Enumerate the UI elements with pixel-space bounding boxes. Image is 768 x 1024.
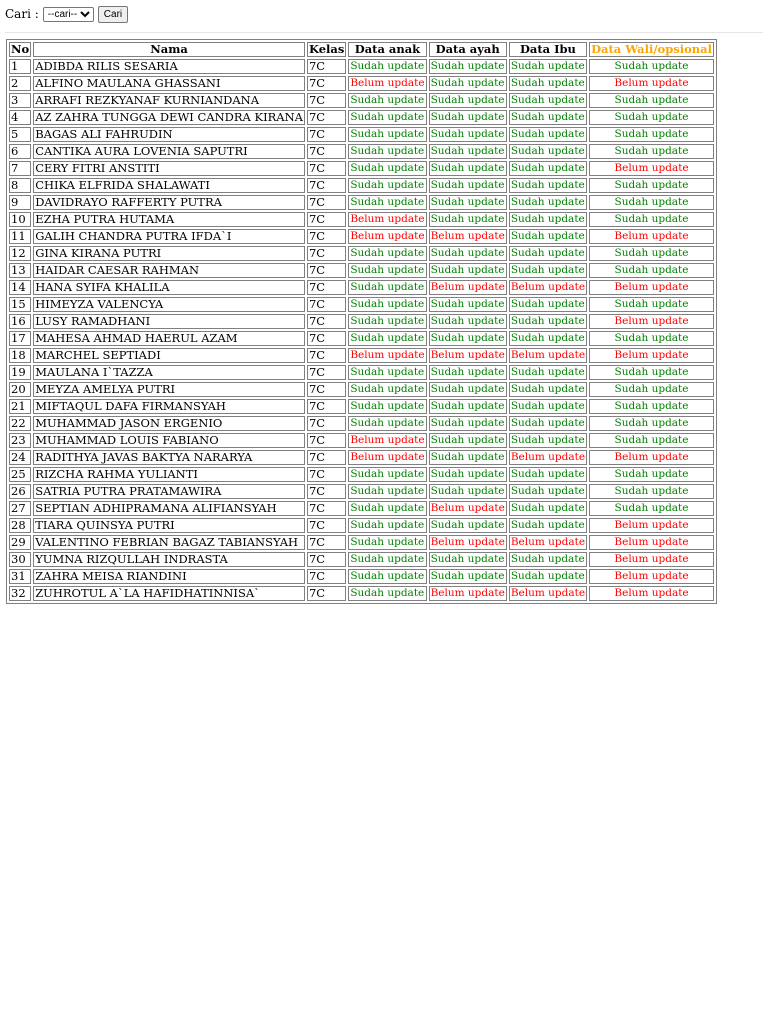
cell-data-anak: Sudah update: [348, 195, 426, 210]
cell-data-ayah: Sudah update: [429, 212, 507, 227]
cell-kelas: 7C: [307, 93, 346, 108]
cell-data-anak: Sudah update: [348, 93, 426, 108]
cell-nama: HIMEYZA VALENCYA: [33, 297, 305, 312]
cell-data-ibu: Sudah update: [509, 365, 587, 380]
cell-no: 23: [9, 433, 31, 448]
cell-data-ayah: Sudah update: [429, 484, 507, 499]
table-row: [9, 535, 714, 550]
table-row: [9, 314, 714, 329]
cell-data-ibu: Sudah update: [509, 110, 587, 125]
cell-nama: HANA SYIFA KHALILA: [33, 280, 305, 295]
cell-data-wali: Belum update: [589, 569, 714, 584]
cell-data-anak: Sudah update: [348, 297, 426, 312]
cell-data-wali: Belum update: [589, 76, 714, 91]
table-row: [9, 450, 714, 465]
cell-nama: RADITHYA JAVAS BAKTYA NARARYA: [33, 450, 305, 465]
cell-data-anak: Sudah update: [348, 178, 426, 193]
table-row: [9, 229, 714, 244]
header-no: No: [11, 42, 30, 56]
cell-data-anak: Sudah update: [348, 331, 426, 346]
cell-data-ibu: Sudah update: [509, 484, 587, 499]
cell-data-ayah: Sudah update: [429, 161, 507, 176]
cell-data-ibu: Sudah update: [509, 144, 587, 159]
cell-kelas: 7C: [307, 399, 346, 414]
cell-data-wali: Belum update: [589, 161, 714, 176]
cell-data-wali: Sudah update: [589, 93, 714, 108]
cell-data-ayah: Sudah update: [429, 127, 507, 142]
cell-data-ibu: Sudah update: [509, 382, 587, 397]
cell-kelas: 7C: [307, 467, 346, 482]
cell-data-anak: Sudah update: [348, 552, 426, 567]
cell-no: 6: [9, 144, 31, 159]
cell-data-ayah: Sudah update: [429, 314, 507, 329]
cell-no: 22: [9, 416, 31, 431]
cell-data-wali: Sudah update: [589, 433, 714, 448]
cell-data-ayah: Sudah update: [429, 144, 507, 159]
cell-data-ayah: Sudah update: [429, 433, 507, 448]
cell-data-ayah: Belum update: [430, 349, 505, 361]
table-row: [9, 365, 714, 380]
table-row: [9, 93, 714, 108]
table-row: [9, 518, 714, 533]
table-row: [9, 280, 714, 295]
cell-data-ayah: Belum update: [430, 230, 505, 242]
cell-nama: CANTIKA AURA LOVENIA SAPUTRI: [33, 144, 305, 159]
cell-data-ayah: Belum update: [430, 536, 505, 548]
cell-kelas: 7C: [307, 535, 346, 550]
cell-data-wali: Sudah update: [589, 144, 714, 159]
cell-no: 20: [9, 382, 31, 397]
cell-no: 4: [9, 110, 31, 125]
cell-nama: SEPTIAN ADHIPRAMANA ALIFIANSYAH: [33, 501, 305, 516]
cell-kelas: 7C: [307, 569, 346, 584]
cell-nama: MUHAMMAD LOUIS FABIANO: [33, 433, 305, 448]
cell-data-anak: Sudah update: [348, 518, 426, 533]
cell-data-anak: Sudah update: [348, 365, 426, 380]
cell-data-ibu: Sudah update: [509, 178, 587, 193]
header-data-ibu: Data Ibu: [509, 42, 587, 57]
cell-data-ibu: Sudah update: [509, 263, 587, 278]
cell-data-ibu: Sudah update: [509, 399, 587, 414]
cell-data-anak: Sudah update: [348, 110, 426, 125]
cell-data-anak: Sudah update: [348, 161, 426, 176]
cell-nama: LUSY RAMADHANI: [33, 314, 305, 329]
cell-data-ayah: Belum update: [430, 502, 505, 514]
cell-data-ibu: Sudah update: [509, 433, 587, 448]
table-header-row: [9, 42, 714, 57]
cell-data-ibu: Belum update: [510, 587, 586, 599]
cell-data-anak: Sudah update: [348, 586, 426, 601]
cell-kelas: 7C: [307, 59, 346, 74]
cell-nama: GALIH CHANDRA PUTRA IFDA`I: [33, 229, 305, 244]
cell-data-anak: Sudah update: [348, 280, 426, 295]
cell-nama: ALFINO MAULANA GHASSANI: [33, 76, 305, 91]
cell-no: 1: [9, 59, 31, 74]
cell-data-ayah: Sudah update: [429, 110, 507, 125]
cell-data-ayah: Sudah update: [429, 467, 507, 482]
cell-data-anak: Belum update: [350, 434, 425, 446]
table-row: [9, 161, 714, 176]
cell-no: 24: [9, 450, 31, 465]
table-row: [9, 195, 714, 210]
cell-data-ayah: Sudah update: [429, 246, 507, 261]
cell-data-anak: Sudah update: [348, 399, 426, 414]
cell-no: 7: [9, 161, 31, 176]
header-nama: Nama: [33, 42, 305, 57]
cell-kelas: 7C: [307, 501, 346, 516]
student-update-table: [6, 39, 717, 604]
cell-nama: MAHESA AHMAD HAERUL AZAM: [33, 331, 305, 346]
cell-data-wali: Belum update: [589, 586, 714, 601]
cell-data-ayah: Sudah update: [429, 382, 507, 397]
cell-kelas: 7C: [307, 144, 346, 159]
cell-kelas: 7C: [307, 450, 346, 465]
table-row: [9, 76, 714, 91]
cell-kelas: 7C: [307, 552, 346, 567]
cell-nama: MUHAMMAD JASON ERGENIO: [33, 416, 305, 431]
cell-no: 27: [9, 501, 31, 516]
cell-nama: ADIBDA RILIS SESARIA: [33, 59, 305, 74]
cell-nama: VALENTINO FEBRIAN BAGAZ TABIANSYAH: [33, 535, 305, 550]
cell-no: 31: [9, 569, 31, 584]
cell-nama: MAULANA I`TAZZA: [33, 365, 305, 380]
cell-no: 5: [9, 127, 31, 142]
table-row: [9, 467, 714, 482]
cell-nama: HAIDAR CAESAR RAHMAN: [33, 263, 305, 278]
table-row: [9, 110, 714, 125]
table-row: [9, 331, 714, 346]
cell-no: 17: [9, 331, 31, 346]
cell-data-anak: Belum update: [350, 77, 425, 89]
cell-data-ayah: Sudah update: [429, 518, 507, 533]
cell-data-anak: Belum update: [350, 230, 425, 242]
cell-no: 29: [9, 535, 31, 550]
header-data-ayah: Data ayah: [429, 42, 507, 57]
table-row: [9, 399, 714, 414]
table-row: [9, 144, 714, 159]
cell-data-wali: Sudah update: [589, 263, 714, 278]
cell-no: 14: [9, 280, 31, 295]
cell-no: 11: [9, 229, 31, 244]
cell-data-ibu: Belum update: [510, 451, 586, 463]
cell-data-ibu: Sudah update: [509, 569, 587, 584]
cell-data-ibu: Sudah update: [509, 76, 587, 91]
cell-data-ayah: Sudah update: [429, 297, 507, 312]
cell-kelas: 7C: [307, 518, 346, 533]
cell-data-ayah: Sudah update: [429, 178, 507, 193]
cell-data-wali: Sudah update: [589, 195, 714, 210]
cell-nama: SATRIA PUTRA PRATAMAWIRA: [33, 484, 305, 499]
cell-data-anak: Belum update: [350, 213, 425, 225]
cell-data-anak: Sudah update: [348, 416, 426, 431]
cell-data-ibu: Sudah update: [509, 501, 587, 516]
cell-no: 28: [9, 518, 31, 533]
search-select[interactable]: [43, 7, 94, 22]
cell-data-ayah: Sudah update: [429, 331, 507, 346]
cell-nama: CHIKA ELFRIDA SHALAWATI: [33, 178, 305, 193]
cell-no: 2: [9, 76, 31, 91]
table-row: [9, 416, 714, 431]
cell-data-anak: Sudah update: [348, 263, 426, 278]
cell-data-ibu: Belum update: [510, 349, 586, 361]
cell-kelas: 7C: [307, 314, 346, 329]
cell-kelas: 7C: [307, 161, 346, 176]
cell-no: 3: [9, 93, 31, 108]
cell-nama: YUMNA RIZQULLAH INDRASTA: [33, 552, 305, 567]
cell-data-wali: Sudah update: [589, 127, 714, 142]
cell-nama: ARRAFI REZKYANAF KURNIANDANA: [33, 93, 305, 108]
header-kelas: Kelas: [308, 42, 345, 56]
cell-kelas: 7C: [307, 246, 346, 261]
search-label: Cari :: [5, 7, 39, 21]
cell-nama: ZAHRA MEISA RIANDINI: [33, 569, 305, 584]
cell-no: 16: [9, 314, 31, 329]
cell-no: 15: [9, 297, 31, 312]
cell-data-ayah: Sudah update: [429, 416, 507, 431]
cell-data-wali: Sudah update: [589, 416, 714, 431]
cell-nama: MEYZA AMELYA PUTRI: [33, 382, 305, 397]
cell-data-ayah: Sudah update: [429, 365, 507, 380]
cell-kelas: 7C: [307, 280, 346, 295]
cell-data-anak: Sudah update: [348, 59, 426, 74]
cell-no: 21: [9, 399, 31, 414]
cell-data-ayah: Sudah update: [429, 399, 507, 414]
cell-kelas: 7C: [307, 382, 346, 397]
cell-data-anak: Sudah update: [348, 484, 426, 499]
cell-data-ibu: Sudah update: [509, 93, 587, 108]
table-row: [9, 59, 714, 74]
cell-data-anak: Sudah update: [348, 314, 426, 329]
cell-data-anak: Sudah update: [348, 535, 426, 550]
cell-data-ayah: Sudah update: [429, 450, 507, 465]
cell-data-wali: Belum update: [589, 518, 714, 533]
cell-nama: CERY FITRI ANSTITI: [33, 161, 305, 176]
cell-data-wali: Sudah update: [589, 467, 714, 482]
cell-no: 10: [9, 212, 31, 227]
cell-nama: DAVIDRAYO RAFFERTY PUTRA: [33, 195, 305, 210]
cell-data-anak: Sudah update: [348, 501, 426, 516]
table-row: [9, 348, 714, 363]
cell-data-ayah: Sudah update: [429, 195, 507, 210]
cell-no: 32: [9, 586, 31, 601]
table-row: [9, 212, 714, 227]
cell-data-ayah: Sudah update: [429, 93, 507, 108]
cell-nama: GINA KIRANA PUTRI: [33, 246, 305, 261]
divider: [5, 32, 763, 33]
cell-data-wali: Sudah update: [589, 297, 714, 312]
cell-data-anak: Sudah update: [348, 382, 426, 397]
cell-kelas: 7C: [307, 484, 346, 499]
table-row: [9, 501, 714, 516]
cell-kelas: 7C: [307, 178, 346, 193]
table-row: [9, 263, 714, 278]
table-row: [9, 433, 714, 448]
cell-kelas: 7C: [307, 127, 346, 142]
cell-data-wali: Belum update: [589, 450, 714, 465]
cell-no: 9: [9, 195, 31, 210]
cell-data-ibu: Sudah update: [509, 297, 587, 312]
table-row: [9, 586, 714, 601]
cell-kelas: 7C: [307, 76, 346, 91]
cell-data-ibu: Sudah update: [509, 314, 587, 329]
cell-data-wali: Sudah update: [589, 246, 714, 261]
cell-no: 8: [9, 178, 31, 193]
cell-kelas: 7C: [307, 433, 346, 448]
cell-data-ayah: Belum update: [430, 587, 505, 599]
cell-kelas: 7C: [307, 110, 346, 125]
cell-data-wali: Sudah update: [589, 501, 714, 516]
table-row: [9, 484, 714, 499]
cell-kelas: 7C: [307, 348, 346, 363]
cell-no: 13: [9, 263, 31, 278]
cell-nama: TIARA QUINSYA PUTRI: [33, 518, 305, 533]
cell-kelas: 7C: [307, 365, 346, 380]
cell-nama: AZ ZAHRA TUNGGA DEWI CANDRA KIRANA: [35, 110, 303, 124]
cell-data-anak: Belum update: [350, 349, 425, 361]
cell-data-ibu: Sudah update: [509, 331, 587, 346]
table-row: [9, 552, 714, 567]
cell-data-anak: Belum update: [350, 451, 425, 463]
cell-data-wali: Belum update: [589, 348, 714, 363]
cell-nama: MIFTAQUL DAFA FIRMANSYAH: [33, 399, 305, 414]
cell-kelas: 7C: [307, 416, 346, 431]
cell-data-ayah: Sudah update: [429, 569, 507, 584]
cell-data-wali: Belum update: [589, 552, 714, 567]
cell-data-wali: Sudah update: [589, 178, 714, 193]
cell-data-ibu: Sudah update: [509, 552, 587, 567]
cell-data-ibu: Sudah update: [509, 127, 587, 142]
cell-data-anak: Sudah update: [348, 144, 426, 159]
cell-data-wali: Belum update: [589, 229, 714, 244]
cell-nama: EZHA PUTRA HUTAMA: [33, 212, 305, 227]
cell-data-anak: Sudah update: [348, 246, 426, 261]
table-body: [9, 59, 714, 601]
cell-data-ibu: Sudah update: [509, 161, 587, 176]
cell-data-ayah: Sudah update: [429, 59, 507, 74]
cell-nama: ZUHROTUL A`LA HAFIDHATINNISA`: [33, 586, 305, 601]
cell-data-ibu: Sudah update: [509, 518, 587, 533]
table-row: [9, 246, 714, 261]
cell-data-wali: Belum update: [589, 314, 714, 329]
table-row: [9, 297, 714, 312]
table-row: [9, 178, 714, 193]
cell-nama: RIZCHA RAHMA YULIANTI: [33, 467, 305, 482]
cell-no: 18: [9, 348, 31, 363]
cell-kelas: 7C: [307, 297, 346, 312]
cell-data-anak: Sudah update: [348, 127, 426, 142]
search-button[interactable]: Cari: [98, 6, 128, 23]
cell-data-anak: Sudah update: [348, 467, 426, 482]
cell-data-ibu: Belum update: [510, 281, 586, 293]
search-bar: [5, 5, 128, 23]
cell-data-ibu: Sudah update: [509, 195, 587, 210]
cell-nama: MARCHEL SEPTIADI: [33, 348, 305, 363]
cell-data-ayah: Sudah update: [429, 552, 507, 567]
cell-data-wali: Sudah update: [589, 110, 714, 125]
cell-data-ibu: Sudah update: [509, 229, 587, 244]
cell-kelas: 7C: [307, 586, 346, 601]
cell-data-wali: Sudah update: [589, 212, 714, 227]
table-row: [9, 127, 714, 142]
cell-data-ayah: Sudah update: [429, 263, 507, 278]
table-row: [9, 382, 714, 397]
cell-data-ayah: Sudah update: [429, 76, 507, 91]
cell-data-wali: Sudah update: [589, 331, 714, 346]
cell-data-ayah: Belum update: [430, 281, 505, 293]
header-data-anak: Data anak: [348, 42, 426, 57]
cell-data-wali: Sudah update: [589, 484, 714, 499]
cell-kelas: 7C: [307, 263, 346, 278]
cell-no: 19: [9, 365, 31, 380]
cell-kelas: 7C: [307, 331, 346, 346]
cell-data-wali: Sudah update: [589, 365, 714, 380]
cell-data-wali: Sudah update: [589, 59, 714, 74]
cell-data-ibu: Sudah update: [509, 59, 587, 74]
cell-no: 12: [9, 246, 31, 261]
cell-data-wali: Belum update: [589, 535, 714, 550]
cell-data-anak: Sudah update: [348, 569, 426, 584]
cell-data-wali: Sudah update: [589, 382, 714, 397]
table-row: [9, 569, 714, 584]
cell-no: 25: [9, 467, 31, 482]
cell-no: 30: [9, 552, 31, 567]
cell-data-wali: Belum update: [589, 280, 714, 295]
cell-data-ibu: Sudah update: [509, 467, 587, 482]
cell-data-ibu: Sudah update: [509, 212, 587, 227]
cell-no: 26: [9, 484, 31, 499]
header-data-wali: Data Wali/opsional: [591, 42, 712, 56]
cell-data-wali: Sudah update: [589, 399, 714, 414]
cell-kelas: 7C: [307, 195, 346, 210]
cell-kelas: 7C: [307, 212, 346, 227]
cell-nama: BAGAS ALI FAHRUDIN: [33, 127, 305, 142]
cell-data-ibu: Sudah update: [509, 246, 587, 261]
cell-data-ibu: Sudah update: [509, 416, 587, 431]
cell-data-ibu: Belum update: [510, 536, 586, 548]
cell-kelas: 7C: [307, 229, 346, 244]
